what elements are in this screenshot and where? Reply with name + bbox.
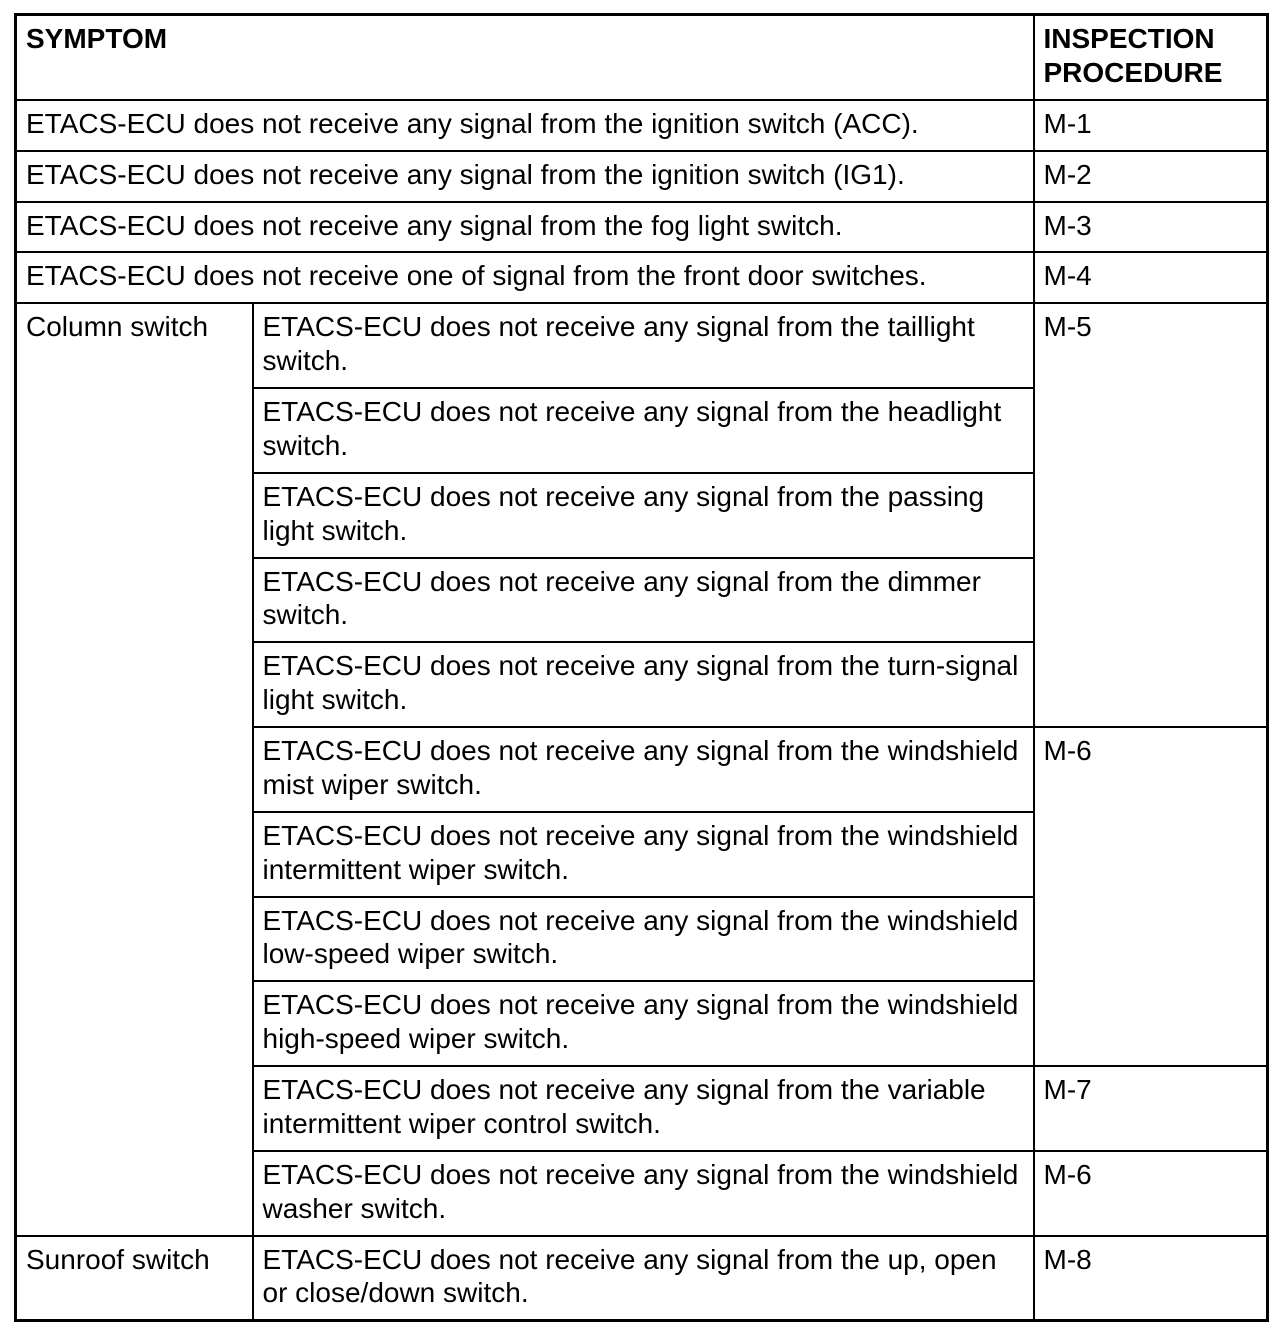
- procedure-cell: M-3: [1034, 202, 1268, 253]
- procedure-cell: M-2: [1034, 151, 1268, 202]
- procedure-cell: M-4: [1034, 252, 1268, 303]
- symptom-cell: ETACS-ECU does not receive any signal from the variable intermittent wiper control switch.: [253, 1066, 1034, 1151]
- header-row: [16, 15, 1268, 100]
- table-row: [16, 202, 1268, 253]
- symptom-cell: ETACS-ECU does not receive any signal from the windshield intermittent wiper switch.: [253, 812, 1034, 897]
- table-row: [16, 1236, 1268, 1321]
- symptom-cell: ETACS-ECU does not receive any signal from the windshield mist wiper switch.: [253, 727, 1034, 812]
- procedure-cell: M-6: [1034, 727, 1268, 1066]
- symptom-cell: ETACS-ECU does not receive one of signal from the front door switches.: [16, 252, 1034, 303]
- symptom-cell: ETACS-ECU does not receive any signal from the up, open or close/down switch.: [253, 1236, 1034, 1321]
- table-row: [16, 151, 1268, 202]
- table-row: [16, 100, 1268, 151]
- procedure-cell: M-7: [1034, 1066, 1268, 1151]
- symptom-cell: ETACS-ECU does not receive any signal from the ignition switch (IG1).: [16, 151, 1034, 202]
- symptom-cell: ETACS-ECU does not receive any signal from the windshield washer switch.: [253, 1151, 1034, 1236]
- table-row: [16, 252, 1268, 303]
- symptom-cell: ETACS-ECU does not receive any signal from the turn-signal light switch.: [253, 642, 1034, 727]
- table-row: [16, 303, 1268, 388]
- symptom-inspection-table: [14, 13, 1269, 1322]
- symptom-cell: ETACS-ECU does not receive any signal from the passing light switch.: [253, 473, 1034, 558]
- procedure-cell: M-6: [1034, 1151, 1268, 1236]
- header-symptom: SYMPTOM: [16, 15, 1034, 100]
- procedure-cell: M-1: [1034, 100, 1268, 151]
- procedure-cell: M-5: [1034, 303, 1268, 727]
- group-label-cell: Sunroof switch: [16, 1236, 253, 1321]
- group-label-cell: Column switch: [16, 303, 253, 1235]
- symptom-cell: ETACS-ECU does not receive any signal from the windshield high-speed wiper switch.: [253, 981, 1034, 1066]
- symptom-cell: ETACS-ECU does not receive any signal from the windshield low-speed wiper switch.: [253, 897, 1034, 982]
- symptom-cell: ETACS-ECU does not receive any signal from the fog light switch.: [16, 202, 1034, 253]
- symptom-cell: ETACS-ECU does not receive any signal from the ignition switch (ACC).: [16, 100, 1034, 151]
- symptom-cell: ETACS-ECU does not receive any signal from the headlight switch.: [253, 388, 1034, 473]
- symptom-cell: ETACS-ECU does not receive any signal from the taillight switch.: [253, 303, 1034, 388]
- symptom-cell: ETACS-ECU does not receive any signal from the dimmer switch.: [253, 558, 1034, 643]
- header-inspection-procedure: INSPECTION PROCEDURE: [1034, 15, 1268, 100]
- procedure-cell: M-8: [1034, 1236, 1268, 1321]
